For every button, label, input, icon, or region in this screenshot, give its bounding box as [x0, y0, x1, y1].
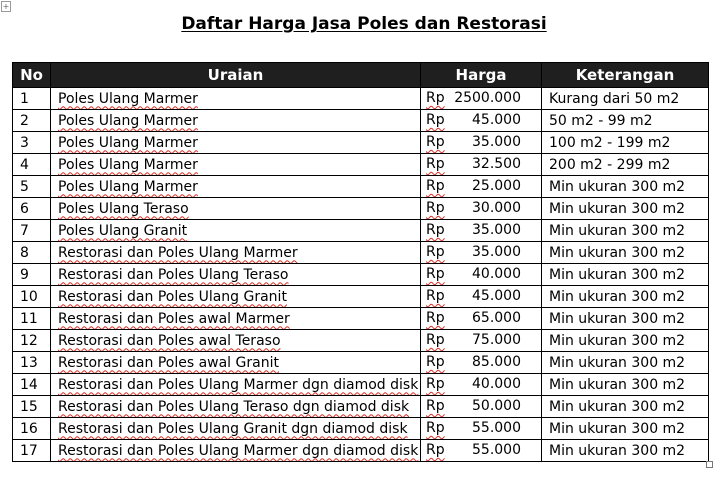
uraian-text: Poles Ulang Marmer [58, 112, 198, 129]
cell-no[interactable]: 6 [13, 198, 51, 220]
currency-label: Rp [426, 134, 445, 150]
cell-harga[interactable] [421, 308, 542, 330]
cell-harga[interactable] [421, 264, 542, 286]
cell-uraian[interactable] [51, 418, 421, 440]
price-value: 65.000 [472, 310, 521, 326]
cell-harga[interactable] [421, 110, 542, 132]
cell-keterangan[interactable] [542, 308, 709, 330]
uraian-text: Restorasi dan Poles awal Marmer [58, 310, 290, 327]
cell-keterangan[interactable] [542, 374, 709, 396]
price-value: 45.000 [472, 112, 521, 128]
cell-uraian[interactable] [51, 264, 421, 286]
price-value: 40.000 [472, 266, 521, 282]
keterangan-text: 50 m2 - 99 m2 [549, 112, 653, 129]
keterangan-text: Min ukuran 300 m2 [549, 266, 686, 283]
price-value: 35.000 [472, 134, 521, 150]
cell-uraian[interactable] [51, 440, 421, 462]
cell-keterangan[interactable] [542, 132, 709, 154]
table-row [13, 396, 709, 418]
cell-keterangan[interactable] [542, 176, 709, 198]
cell-keterangan[interactable] [542, 264, 709, 286]
cell-keterangan[interactable] [542, 440, 709, 462]
table-row [13, 110, 709, 132]
cell-uraian[interactable] [51, 198, 421, 220]
keterangan-text: Min ukuran 300 m2 [549, 310, 686, 327]
cell-keterangan[interactable] [542, 286, 709, 308]
price-value: 35.000 [472, 244, 521, 260]
price-value: 25.000 [472, 178, 521, 194]
cell-uraian[interactable] [51, 110, 421, 132]
cell-uraian[interactable] [51, 132, 421, 154]
cell-harga[interactable] [421, 176, 542, 198]
price-value: 85.000 [472, 354, 521, 370]
currency-label: Rp [426, 420, 445, 436]
header-no: No [13, 63, 51, 88]
cell-harga[interactable] [421, 132, 542, 154]
price-value: 40.000 [472, 376, 521, 392]
table-row [13, 88, 709, 110]
cell-uraian[interactable] [51, 88, 421, 110]
table-row [13, 176, 709, 198]
uraian-text: Restorasi dan Poles Ulang Teraso dgn diamod disk [58, 398, 410, 415]
cell-no[interactable]: 12 [13, 330, 51, 352]
keterangan-text: Min ukuran 300 m2 [549, 420, 686, 437]
cell-uraian[interactable] [51, 242, 421, 264]
cell-harga[interactable] [421, 198, 542, 220]
price-value: 32.500 [472, 156, 521, 172]
currency-label: Rp [426, 244, 445, 260]
table-row [13, 264, 709, 286]
cell-keterangan[interactable] [542, 154, 709, 176]
keterangan-text: Min ukuran 300 m2 [549, 222, 686, 239]
cell-harga[interactable] [421, 242, 542, 264]
price-value: 30.000 [472, 200, 521, 216]
currency-label: Rp [426, 288, 445, 304]
cell-no[interactable]: 8 [13, 242, 51, 264]
cell-no[interactable]: 10 [13, 286, 51, 308]
keterangan-text: Min ukuran 300 m2 [549, 244, 686, 261]
uraian-text: Restorasi dan Poles Ulang Granit [58, 288, 287, 305]
price-value: 35.000 [472, 222, 521, 238]
keterangan-text: Min ukuran 300 m2 [549, 376, 686, 393]
currency-label: Rp [426, 310, 445, 326]
table-row [13, 308, 709, 330]
cell-keterangan[interactable] [542, 330, 709, 352]
cell-harga[interactable] [421, 396, 542, 418]
price-value: 45.000 [472, 288, 521, 304]
uraian-text: Restorasi dan Poles Ulang Granit dgn diamod disk [58, 420, 408, 437]
cell-uraian[interactable] [51, 176, 421, 198]
cell-keterangan[interactable] [542, 198, 709, 220]
table-resize-handle[interactable] [706, 461, 713, 468]
currency-label: Rp [426, 376, 445, 392]
cell-keterangan[interactable] [542, 418, 709, 440]
cell-harga[interactable] [421, 374, 542, 396]
cell-no[interactable]: 7 [13, 220, 51, 242]
cell-no[interactable]: 17 [13, 440, 51, 462]
table-row [13, 418, 709, 440]
currency-label: Rp [426, 266, 445, 282]
cell-no[interactable]: 1 [13, 88, 51, 110]
cell-keterangan[interactable] [542, 220, 709, 242]
currency-label: Rp [426, 200, 445, 216]
cell-no[interactable]: 15 [13, 396, 51, 418]
uraian-text: Poles Ulang Teraso [58, 200, 189, 217]
cell-keterangan[interactable] [542, 242, 709, 264]
cell-no[interactable]: 4 [13, 154, 51, 176]
cell-uraian[interactable] [51, 154, 421, 176]
cell-harga[interactable] [421, 418, 542, 440]
table-row [13, 374, 709, 396]
uraian-text: Restorasi dan Poles Ulang Marmer [58, 244, 298, 261]
cell-no[interactable]: 9 [13, 264, 51, 286]
uraian-text: Poles Ulang Marmer [58, 90, 198, 107]
cell-keterangan[interactable] [542, 110, 709, 132]
table-row [13, 154, 709, 176]
uraian-text: Restorasi dan Poles Ulang Marmer dgn diamod disk [58, 376, 419, 393]
cell-uraian[interactable] [51, 374, 421, 396]
cell-harga[interactable] [421, 154, 542, 176]
cell-harga[interactable] [421, 286, 542, 308]
price-table [12, 62, 709, 462]
currency-label: Rp [426, 222, 445, 238]
price-value: 75.000 [472, 332, 521, 348]
cell-uraian[interactable] [51, 308, 421, 330]
keterangan-text: Min ukuran 300 m2 [549, 442, 686, 459]
cell-uraian[interactable] [51, 352, 421, 374]
table-row [13, 242, 709, 264]
currency-label: Rp [426, 332, 445, 348]
table-header-row [13, 63, 709, 88]
table-row [13, 330, 709, 352]
header-keterangan: Keterangan [542, 63, 709, 88]
keterangan-text: Min ukuran 300 m2 [549, 200, 686, 217]
page-title: Daftar Harga Jasa Poles dan Restorasi [181, 14, 547, 34]
currency-label: Rp [426, 112, 445, 128]
currency-label: Rp [426, 90, 445, 106]
table-move-handle-icon[interactable]: + [2, 2, 10, 11]
uraian-text: Poles Ulang Granit [58, 222, 188, 239]
price-value: 50.000 [472, 398, 521, 414]
table-row [13, 286, 709, 308]
uraian-text: Poles Ulang Marmer [58, 134, 198, 151]
cell-uraian[interactable] [51, 286, 421, 308]
cell-no[interactable]: 13 [13, 352, 51, 374]
currency-label: Rp [426, 178, 445, 194]
uraian-text: Restorasi dan Poles Ulang Teraso [58, 266, 289, 283]
price-value: 55.000 [472, 442, 521, 458]
cell-keterangan[interactable] [542, 352, 709, 374]
cell-uraian[interactable] [51, 220, 421, 242]
cell-keterangan[interactable] [542, 88, 709, 110]
cell-uraian[interactable] [51, 396, 421, 418]
cell-no[interactable]: 5 [13, 176, 51, 198]
price-value: 2500.000 [454, 90, 521, 106]
keterangan-text: Kurang dari 50 m2 [549, 90, 680, 107]
table-row [13, 352, 709, 374]
keterangan-text: Min ukuran 300 m2 [549, 178, 686, 195]
cell-harga[interactable] [421, 440, 542, 462]
keterangan-text: Min ukuran 300 m2 [549, 288, 686, 305]
table-row [13, 198, 709, 220]
cell-no[interactable]: 14 [13, 374, 51, 396]
keterangan-text: 100 m2 - 199 m2 [549, 134, 671, 151]
keterangan-text: Min ukuran 300 m2 [549, 354, 686, 371]
cell-no[interactable]: 16 [13, 418, 51, 440]
uraian-text: Restorasi dan Poles Ulang Marmer dgn diamod disk [58, 442, 419, 459]
keterangan-text: Min ukuran 300 m2 [549, 332, 686, 349]
keterangan-text: 200 m2 - 299 m2 [549, 156, 671, 173]
table-row [13, 440, 709, 462]
cell-no[interactable]: 2 [13, 110, 51, 132]
currency-label: Rp [426, 398, 445, 414]
uraian-text: Restorasi dan Poles awal Granit [58, 354, 279, 371]
cell-keterangan[interactable] [542, 396, 709, 418]
cell-no[interactable]: 11 [13, 308, 51, 330]
table-row [13, 220, 709, 242]
header-uraian: Uraian [51, 63, 421, 88]
table-row [13, 132, 709, 154]
keterangan-text: Min ukuran 300 m2 [549, 398, 686, 415]
cell-uraian[interactable] [51, 330, 421, 352]
uraian-text: Poles Ulang Marmer [58, 156, 198, 173]
cell-harga[interactable] [421, 330, 542, 352]
cell-harga[interactable] [421, 88, 542, 110]
header-harga: Harga [421, 63, 542, 88]
currency-label: Rp [426, 442, 445, 458]
currency-label: Rp [426, 156, 445, 172]
uraian-text: Restorasi dan Poles awal Teraso [58, 332, 281, 349]
cell-harga[interactable] [421, 220, 542, 242]
currency-label: Rp [426, 354, 445, 370]
uraian-text: Poles Ulang Marmer [58, 178, 198, 195]
cell-harga[interactable] [421, 352, 542, 374]
cell-no[interactable]: 3 [13, 132, 51, 154]
price-value: 55.000 [472, 420, 521, 436]
